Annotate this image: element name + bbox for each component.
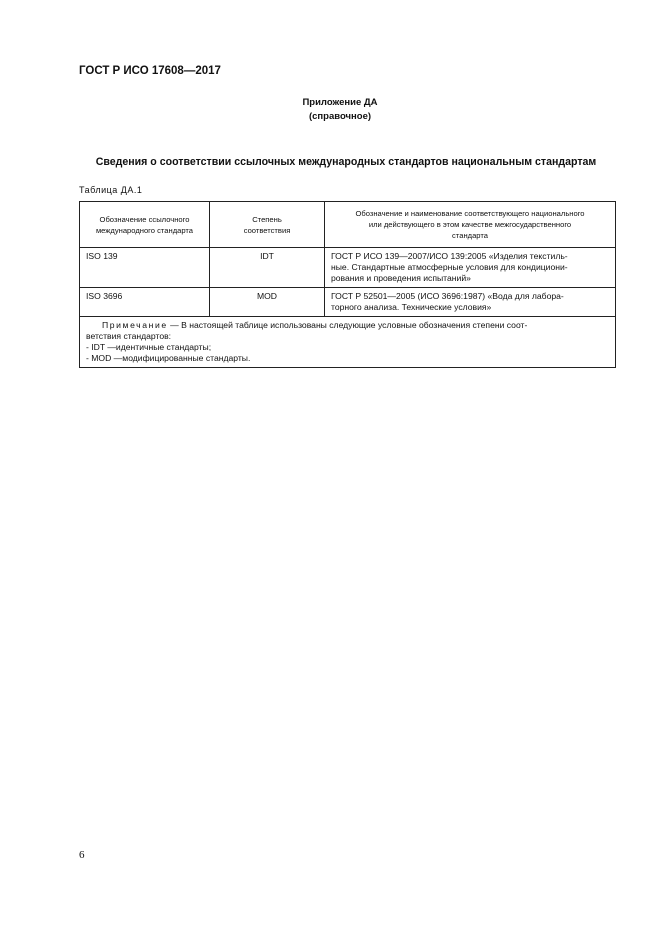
cell-line: торного анализа. Технические условия» bbox=[331, 302, 492, 312]
page-number: 6 bbox=[79, 849, 85, 861]
note-label: Примечание bbox=[102, 320, 168, 330]
header-line: соответствия bbox=[243, 225, 291, 235]
header-line: Обозначение и наименование соответствующего национального bbox=[355, 209, 585, 218]
annex-title: Приложение ДА bbox=[302, 97, 378, 108]
header-national-standard bbox=[325, 202, 616, 248]
cell-degree: IDT bbox=[210, 248, 325, 288]
cell-reference: ISO 139 bbox=[80, 248, 210, 288]
table-caption: Таблица ДА.1 bbox=[79, 185, 143, 195]
table-row bbox=[80, 288, 616, 317]
note-line bbox=[86, 320, 609, 331]
header-line: стандарта bbox=[452, 231, 488, 240]
note-item: - IDT —идентичные стандарты; bbox=[86, 342, 212, 352]
annex-heading bbox=[0, 96, 661, 124]
correspondence-table bbox=[79, 201, 616, 368]
cell-reference: ISO 3696 bbox=[80, 288, 210, 317]
header-line: Обозначение ссылочного bbox=[99, 214, 190, 224]
document-number: ГОСТ Р ИСО 17608—2017 bbox=[79, 65, 221, 77]
section-title: Сведения о соответствии ссылочных международных стандартов национальным стандартам bbox=[95, 156, 597, 168]
table-note bbox=[80, 317, 616, 368]
cell-national bbox=[325, 288, 616, 317]
header-line: Степень bbox=[252, 214, 282, 224]
table-row bbox=[80, 248, 616, 288]
cell-line: ГОСТ Р 52501—2005 (ИСО 3696:1987) «Вода для лабора- bbox=[331, 291, 564, 301]
header-degree bbox=[210, 202, 325, 248]
header-line: международного стандарта bbox=[95, 225, 194, 235]
annex-subtitle: (справочное) bbox=[308, 111, 372, 122]
note-item: - MOD —модифицированные стандарты. bbox=[86, 353, 251, 363]
header-reference-standard bbox=[80, 202, 210, 248]
note-text: — В настоящей таблице использованы следующие условные обозначения степени соот- bbox=[167, 320, 528, 330]
header-line: или действующего в этом качестве межгосударственного bbox=[368, 220, 572, 229]
cell-degree: MOD bbox=[210, 288, 325, 317]
note-line: ветствия стандартов: bbox=[86, 331, 172, 341]
table-header-row bbox=[80, 202, 616, 248]
cell-line: ГОСТ Р ИСО 139—2007/ИСО 139:2005 «Изделия текстиль- bbox=[331, 251, 568, 261]
cell-line: рования и проведения испытаний» bbox=[331, 273, 471, 283]
cell-national bbox=[325, 248, 616, 288]
cell-line: ные. Стандартные атмосферные условия для кондициони- bbox=[331, 262, 568, 272]
table-note-row bbox=[80, 317, 616, 368]
